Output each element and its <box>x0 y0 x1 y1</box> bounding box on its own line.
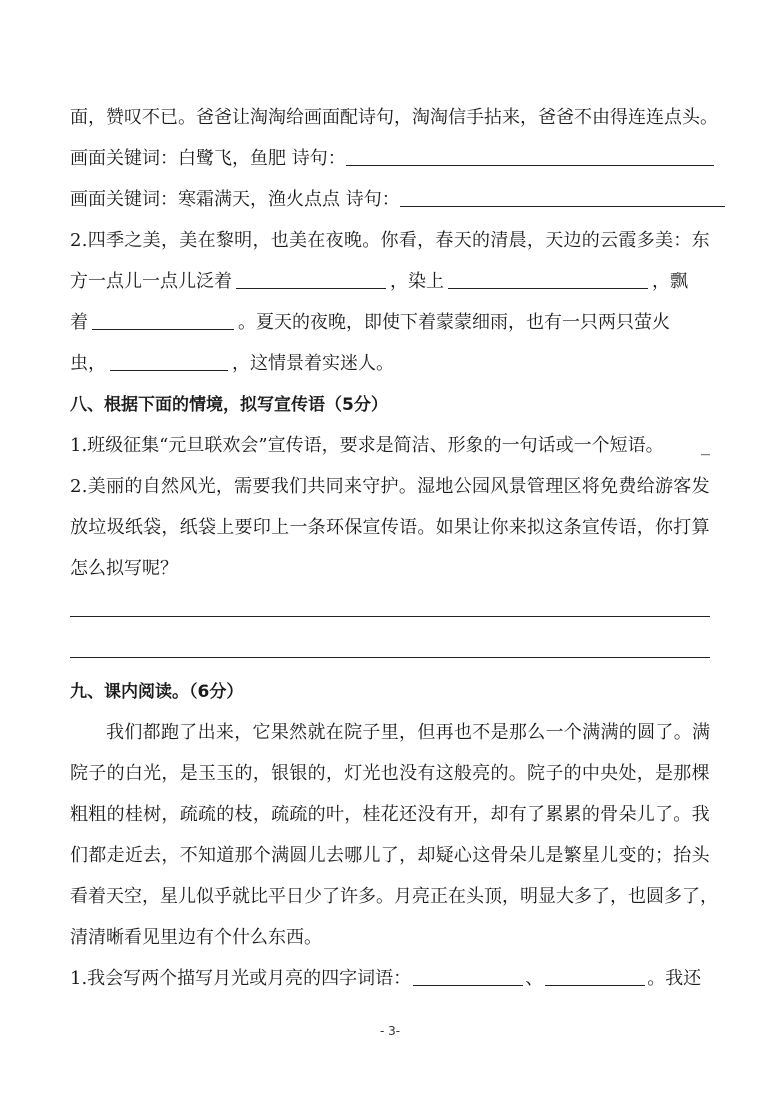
q7-p2-text-a: 2 . 四 季 之 美 ， 美 在 黎 明 ， 也 美 在 夜 晚 。 你 看 ， 春 天 的 清 晨 ， 天 边 的 云 霞 多 美 ： 东 <box>70 230 710 251</box>
passage-line-5 <box>70 884 718 910</box>
q7-p2-line-c <box>70 310 710 336</box>
s9-q1-text: 1.我会写两个描写月光或月亮的四字词语： <box>70 968 412 989</box>
s8-q2-line-a <box>70 474 710 500</box>
keyword-1-label: 画面关键词：白鹭飞，鱼肥 诗句： <box>70 148 346 169</box>
answer-line-2[interactable] <box>70 657 710 658</box>
q7-line-1 <box>70 105 718 131</box>
s8-q2-text-b: 放 垃 圾 纸 袋 ， 纸 袋 上 要 印 上 一 条 环 保 宣 传 语 。 如 果 让 你 来 拟 这 条 宣 传 语 ， 你 打 算 <box>70 517 710 538</box>
s8-q1-text: 1.班级征集“元旦联欢会”宣传语，要求是简洁、形象的一句话或一个短语。 <box>70 435 664 456</box>
q7-p2-line-d <box>70 351 710 377</box>
q7-p2-line-a <box>70 228 710 254</box>
section-9-title <box>70 679 710 705</box>
q7-p2-text-c1: 着 <box>70 312 88 333</box>
poem-answer-blank-1[interactable] <box>346 147 714 166</box>
keyword-line-1 <box>70 146 710 172</box>
passage-text-3: 粗 粗 的 桂 树 ， 疏 疏 的 枝 ， 疏 疏 的 叶 ， 桂 花 还 没 有 开 ， 却 有 了 累 累 的 骨 朵 儿 了 。 我 <box>70 804 710 825</box>
fill-blank-ran[interactable] <box>448 270 648 289</box>
passage-line-4 <box>70 843 710 869</box>
s8-q2-text-a: 2 . 美 丽 的 自 然 风 光 ， 需 要 我 们 共 同 来 守 护 。 湿 地 公 园 风 景 管 理 区 将 免 费 给 游 客 发 <box>70 476 710 497</box>
q7-p2-text-b3: ，飘 <box>652 271 688 292</box>
word-blank-1[interactable] <box>413 967 523 986</box>
passage-text-6: 清清晰看见里边有个什么东西。 <box>70 927 322 948</box>
passage-line-6 <box>70 925 710 951</box>
s8-q2-line-b <box>70 515 710 541</box>
fill-blank-piao[interactable] <box>92 311 234 330</box>
s8-q1-blank[interactable]: _ <box>701 435 710 456</box>
q7-p2-text-d2: ，这情景着实迷人。 <box>232 353 394 374</box>
q7-p2-text-b2: ，染上 <box>390 271 444 292</box>
answer-line-1[interactable] <box>70 616 710 617</box>
passage-text-1: 我 们 都 跑 了 出 来 ， 它 果 然 就 在 院 子 里 ， 但 再 也 不 是 那 么 一 个 满 满 的 圆 了 。 满 <box>106 722 710 743</box>
q7-p2-text-d1: 虫， <box>70 353 106 374</box>
s9-q1-sep: 、 <box>525 968 544 989</box>
s8-q2-text-c: 怎么拟写呢？ <box>70 558 178 579</box>
s9-q1-end: 。我还 <box>647 968 702 989</box>
fill-blank-fan[interactable] <box>236 270 386 289</box>
fill-blank-firefly[interactable] <box>110 352 228 371</box>
passage-text-5: 看 着 天 空 ， 星 儿 似 乎 就 比 平 日 少 了 许 多 。 月 亮 正 在 头 顶 ， 明 显 大 多 了 ， 也 圆 多 了 ， <box>70 886 718 907</box>
q7-line-1-text: 面 ， 赞 叹 不 已 。 爸 爸 让 淘 淘 给 画 面 配 诗 句 ， 淘 淘 信 手 拈 来 ， 爸 爸 不 由 得 连 连 点 头 。 <box>70 107 718 128</box>
section-8-title <box>70 392 710 418</box>
s9-q1-line <box>70 966 710 992</box>
passage-line-3 <box>70 802 710 828</box>
page-number: - 3- <box>379 1024 401 1038</box>
keyword-line-2 <box>70 187 710 213</box>
s8-q1-line <box>70 433 710 459</box>
section-8-title-text: 八、根据下面的情境，拟写宣传语（5分） <box>70 395 388 415</box>
keyword-2-label: 画面关键词：寒霜满天，渔火点点 诗句： <box>70 189 400 210</box>
passage-line-1 <box>70 720 710 746</box>
q7-p2-text-c2: 。夏天的夜晚，即使下着蒙蒙细雨，也有一只两只萤火 <box>238 312 670 333</box>
q7-p2-text-b1: 方一点儿一点儿泛着 <box>70 271 232 292</box>
word-blank-2[interactable] <box>545 967 645 986</box>
poem-answer-blank-2[interactable] <box>400 188 725 207</box>
q7-p2-line-b <box>70 269 710 295</box>
passage-text-4: 们 都 走 近 去 ， 不 知 道 那 个 满 圆 儿 去 哪 儿 了 ， 却 疑 心 这 骨 朵 儿 是 繁 星 儿 变 的 ； 抬 头 <box>70 845 710 866</box>
section-9-title-text: 九、课内阅读。（6分） <box>70 682 244 702</box>
passage-line-2 <box>70 761 710 787</box>
passage-text-2: 院 子 的 白 光 ， 是 玉 玉 的 ， 银 银 的 ， 灯 光 也 没 有 这 般 亮 的 。 院 子 的 中 央 处 ， 是 那 棵 <box>70 763 710 784</box>
s8-q2-line-c <box>70 556 710 582</box>
